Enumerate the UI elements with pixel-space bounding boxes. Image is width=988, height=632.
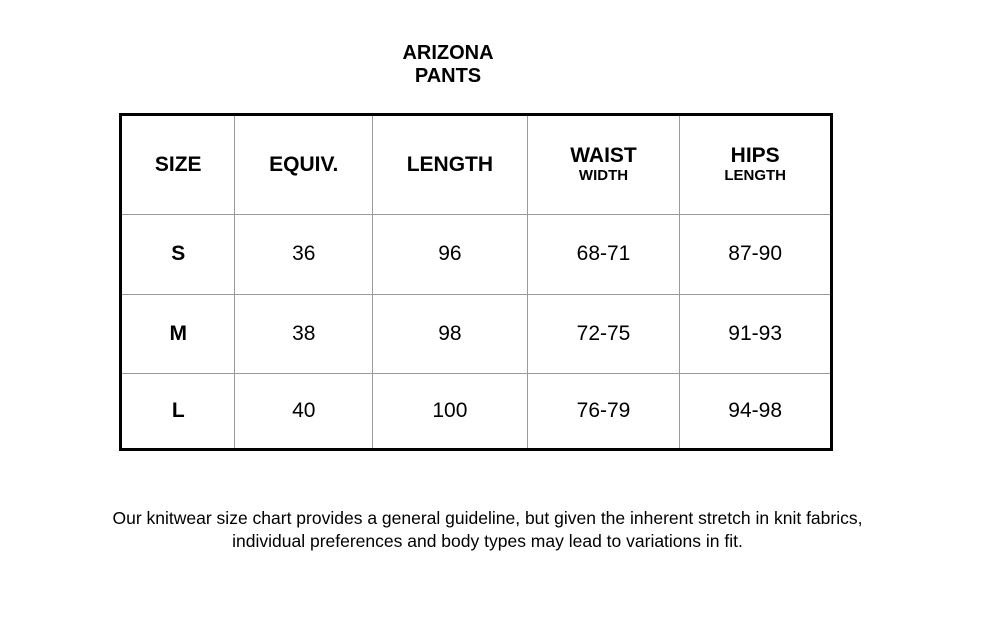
header-hips-label: HIPS: [730, 144, 780, 168]
title-line-2: PANTS: [414, 65, 482, 87]
cell-equiv: 40: [235, 373, 373, 449]
cell-hips: 94-98: [680, 373, 832, 449]
cell-waist: 72-75: [527, 294, 680, 373]
cell-equiv: 38: [235, 294, 373, 373]
cell-length: 98: [373, 294, 528, 373]
header-hips: [680, 115, 832, 215]
header-size-label: SIZE: [154, 153, 202, 177]
cell-waist: 68-71: [527, 215, 680, 294]
cell-length: 100: [373, 373, 528, 449]
fit-disclaimer: [0, 507, 975, 553]
disclaimer-line-1: Our knitwear size chart provides a general guideline, but given the inherent stretch in knit fabrics,: [112, 508, 863, 528]
header-size: [121, 115, 235, 215]
cell-hips: 87-90: [680, 215, 832, 294]
header-waist-sublabel: WIDTH: [578, 167, 629, 185]
cell-length: 96: [373, 215, 528, 294]
disclaimer-line-2: individual preferences and body types may lead to variations in fit.: [232, 531, 743, 551]
table-row: [121, 215, 832, 294]
cell-hips: 91-93: [680, 294, 832, 373]
header-equiv: [235, 115, 373, 215]
title-line-1: ARIZONA: [402, 42, 494, 64]
header-length-label: LENGTH: [406, 153, 494, 177]
cell-size: S: [121, 215, 235, 294]
cell-size: M: [121, 294, 235, 373]
header-waist: [527, 115, 680, 215]
cell-size: L: [121, 373, 235, 449]
header-hips-sublabel: LENGTH: [724, 167, 786, 185]
header-length: [373, 115, 528, 215]
table-row: [121, 294, 832, 373]
header-equiv-label: EQUIV.: [269, 153, 339, 177]
cell-equiv: 36: [235, 215, 373, 294]
table-row: [121, 373, 832, 449]
header-waist-label: WAIST: [570, 144, 637, 168]
page-title: [348, 42, 548, 88]
size-chart-table: [119, 113, 833, 451]
cell-waist: 76-79: [527, 373, 680, 449]
table-header-row: [121, 115, 832, 215]
